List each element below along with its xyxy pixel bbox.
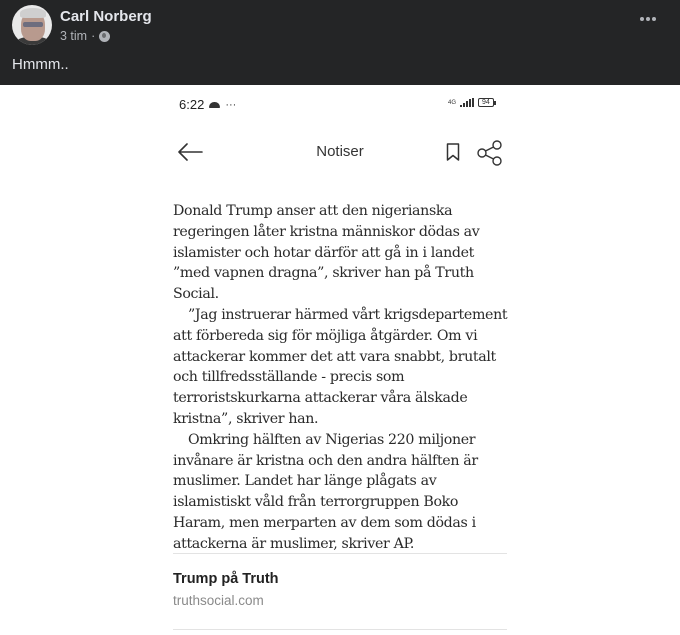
more-options-button[interactable]	[640, 17, 656, 21]
divider	[173, 553, 507, 554]
divider	[173, 629, 507, 630]
meta-separator: ·	[91, 29, 96, 43]
bookmark-icon[interactable]	[446, 143, 460, 161]
article-body	[173, 201, 508, 555]
cloud-icon	[209, 102, 220, 108]
attached-screenshot[interactable]	[0, 85, 680, 635]
battery-icon: 94	[478, 98, 494, 107]
author-name[interactable]: Carl Norberg	[60, 8, 152, 25]
share-icon[interactable]	[476, 140, 504, 166]
page-title: Notiser	[316, 143, 364, 160]
status-bar-left	[179, 97, 236, 112]
post-meta	[60, 29, 110, 43]
ellipsis-icon-dot	[646, 17, 650, 21]
link-card-domain[interactable]: truthsocial.com	[173, 593, 264, 608]
avatar-glasses	[23, 22, 43, 27]
avatar-hair	[20, 8, 46, 18]
article-paragraph: ”Jag instruerar härmed vårt krigsdepartement att förbereda sig för möjliga åtgärder. Om vi attackerar kommer det att vara snabbt, brutalt och tillfredsställande - precis som terroristskurkarna attackerar våra älskade kristna”, skriver han.	[173, 306, 508, 427]
post-text: Hmmm..	[12, 56, 69, 73]
article-paragraph: Omkring hälften av Nigerias 220 miljoner invånare är kristna och den andra hälften är muslimer. Landet har länge plågats av islamistiskt våld från terrorgruppen Boko Haram, men merparten av dem som dödas i attackerna är muslimer, skriver AP.	[173, 431, 478, 552]
status-bar-right	[448, 98, 494, 107]
post-header	[0, 0, 680, 85]
ellipsis-icon-dot	[652, 17, 656, 21]
link-card-title[interactable]: Trump på Truth	[173, 571, 279, 587]
article-paragraph: Donald Trump anser att den nigerianska regeringen låter kristna människor dödas av islamister och hotar därför att gå in i landet ”med vapnen dragna”, skriver han på Truth Social.	[173, 203, 480, 303]
signal-icon	[460, 98, 474, 107]
globe-icon[interactable]	[99, 31, 110, 42]
avatar[interactable]	[12, 5, 52, 45]
status-more: ···	[225, 98, 237, 111]
status-time: 6:22	[179, 97, 205, 112]
post-time[interactable]: 3 tim	[60, 29, 88, 43]
ellipsis-icon-dot	[640, 17, 644, 21]
network-type: 4G	[448, 99, 457, 106]
